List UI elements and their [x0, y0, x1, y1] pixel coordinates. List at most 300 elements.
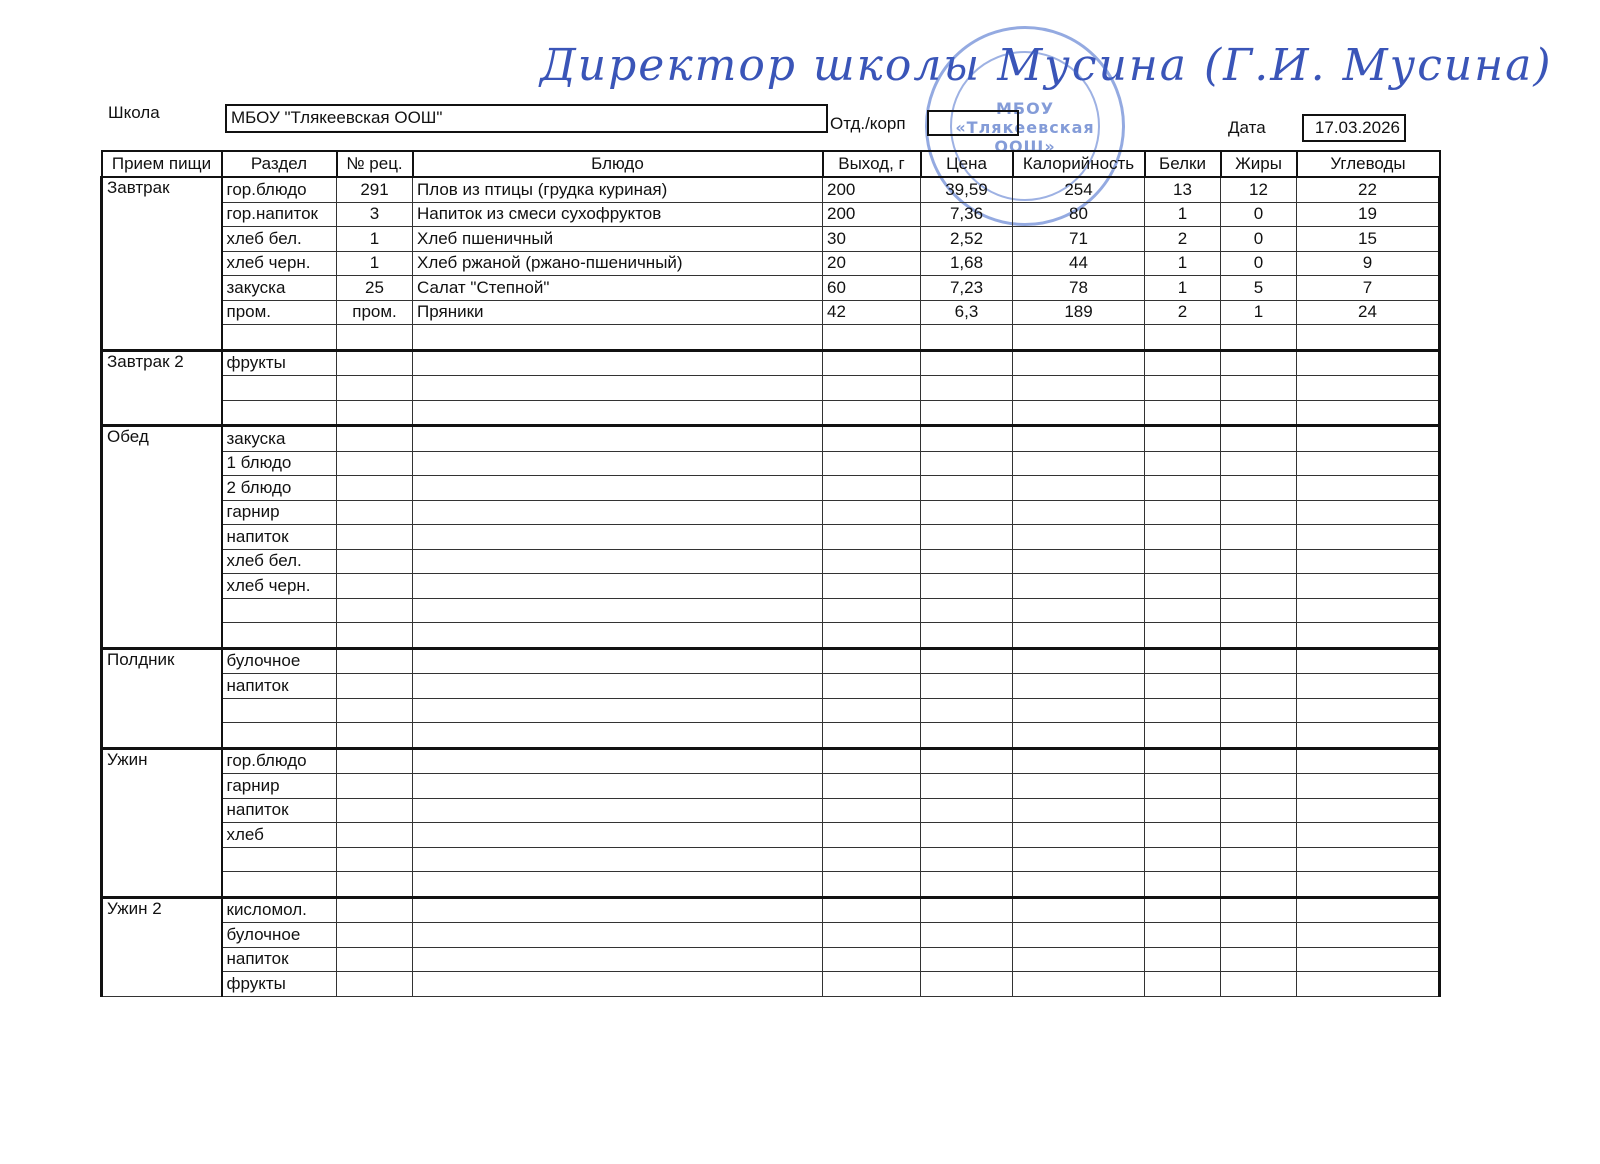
dish-cell[interactable]	[413, 698, 823, 723]
fat-cell[interactable]	[1221, 674, 1297, 699]
recipe-cell[interactable]	[337, 798, 413, 823]
recipe-cell[interactable]	[337, 598, 413, 623]
dish-cell[interactable]	[413, 549, 823, 574]
price-cell[interactable]: 2,52	[921, 227, 1013, 252]
carbs-cell[interactable]	[1297, 574, 1440, 599]
dish-cell[interactable]: Хлеб ржаной (ржано-пшеничный)	[413, 251, 823, 276]
protein-cell[interactable]	[1145, 376, 1221, 401]
kcal-cell[interactable]	[1013, 598, 1145, 623]
fat-cell[interactable]: 1	[1221, 300, 1297, 325]
fat-cell[interactable]	[1221, 823, 1297, 848]
fat-cell[interactable]	[1221, 549, 1297, 574]
protein-cell[interactable]	[1145, 748, 1221, 774]
recipe-cell[interactable]	[337, 774, 413, 799]
date-field[interactable]: 17.03.2026	[1302, 114, 1406, 142]
carbs-cell[interactable]	[1297, 798, 1440, 823]
kcal-cell[interactable]	[1013, 574, 1145, 599]
carbs-cell[interactable]	[1297, 325, 1440, 351]
kcal-cell[interactable]	[1013, 847, 1145, 872]
fat-cell[interactable]	[1221, 376, 1297, 401]
yield-cell[interactable]	[823, 947, 921, 972]
carbs-cell[interactable]	[1297, 923, 1440, 948]
price-cell[interactable]	[921, 325, 1013, 351]
carbs-cell[interactable]	[1297, 451, 1440, 476]
section-cell[interactable]: кисломол.	[222, 897, 337, 923]
yield-cell[interactable]	[823, 549, 921, 574]
yield-cell[interactable]	[823, 847, 921, 872]
price-cell[interactable]: 1,68	[921, 251, 1013, 276]
kcal-cell[interactable]	[1013, 376, 1145, 401]
recipe-cell[interactable]	[337, 923, 413, 948]
yield-cell[interactable]: 30	[823, 227, 921, 252]
kcal-cell[interactable]	[1013, 774, 1145, 799]
dish-cell[interactable]	[413, 426, 823, 452]
section-cell[interactable]: фрукты	[222, 350, 337, 376]
yield-cell[interactable]	[823, 451, 921, 476]
fat-cell[interactable]	[1221, 476, 1297, 501]
dish-cell[interactable]	[413, 748, 823, 774]
section-cell[interactable]: пром.	[222, 300, 337, 325]
kcal-cell[interactable]	[1013, 500, 1145, 525]
kcal-cell[interactable]	[1013, 972, 1145, 997]
recipe-cell[interactable]: 1	[337, 251, 413, 276]
protein-cell[interactable]	[1145, 798, 1221, 823]
section-cell[interactable]: булочное	[222, 648, 337, 674]
kcal-cell[interactable]: 71	[1013, 227, 1145, 252]
dish-cell[interactable]	[413, 723, 823, 749]
dish-cell[interactable]	[413, 648, 823, 674]
fat-cell[interactable]	[1221, 648, 1297, 674]
yield-cell[interactable]	[823, 400, 921, 426]
carbs-cell[interactable]	[1297, 400, 1440, 426]
kcal-cell[interactable]: 80	[1013, 202, 1145, 227]
price-cell[interactable]	[921, 525, 1013, 550]
carbs-cell[interactable]	[1297, 698, 1440, 723]
yield-cell[interactable]	[823, 426, 921, 452]
price-cell[interactable]: 7,23	[921, 276, 1013, 301]
kcal-cell[interactable]	[1013, 451, 1145, 476]
dish-cell[interactable]	[413, 872, 823, 898]
protein-cell[interactable]	[1145, 400, 1221, 426]
recipe-cell[interactable]	[337, 748, 413, 774]
recipe-cell[interactable]	[337, 723, 413, 749]
kcal-cell[interactable]: 78	[1013, 276, 1145, 301]
section-cell[interactable]: напиток	[222, 674, 337, 699]
price-cell[interactable]: 39,59	[921, 177, 1013, 202]
recipe-cell[interactable]	[337, 698, 413, 723]
price-cell[interactable]	[921, 847, 1013, 872]
protein-cell[interactable]	[1145, 325, 1221, 351]
carbs-cell[interactable]	[1297, 674, 1440, 699]
yield-cell[interactable]	[823, 648, 921, 674]
dish-cell[interactable]	[413, 923, 823, 948]
yield-cell[interactable]	[823, 798, 921, 823]
price-cell[interactable]: 6,3	[921, 300, 1013, 325]
kcal-cell[interactable]	[1013, 549, 1145, 574]
price-cell[interactable]: 7,36	[921, 202, 1013, 227]
fat-cell[interactable]	[1221, 500, 1297, 525]
recipe-cell[interactable]	[337, 400, 413, 426]
kcal-cell[interactable]: 254	[1013, 177, 1145, 202]
kcal-cell[interactable]	[1013, 872, 1145, 898]
dish-cell[interactable]	[413, 847, 823, 872]
carbs-cell[interactable]	[1297, 350, 1440, 376]
dish-cell[interactable]	[413, 798, 823, 823]
yield-cell[interactable]	[823, 325, 921, 351]
carbs-cell[interactable]	[1297, 774, 1440, 799]
section-cell[interactable]: закуска	[222, 276, 337, 301]
price-cell[interactable]	[921, 400, 1013, 426]
kcal-cell[interactable]	[1013, 350, 1145, 376]
carbs-cell[interactable]	[1297, 426, 1440, 452]
yield-cell[interactable]	[823, 872, 921, 898]
protein-cell[interactable]	[1145, 674, 1221, 699]
recipe-cell[interactable]	[337, 972, 413, 997]
dish-cell[interactable]	[413, 350, 823, 376]
carbs-cell[interactable]: 15	[1297, 227, 1440, 252]
section-cell[interactable]	[222, 847, 337, 872]
yield-cell[interactable]: 60	[823, 276, 921, 301]
dish-cell[interactable]	[413, 674, 823, 699]
yield-cell[interactable]	[823, 674, 921, 699]
fat-cell[interactable]	[1221, 598, 1297, 623]
fat-cell[interactable]	[1221, 400, 1297, 426]
recipe-cell[interactable]	[337, 897, 413, 923]
carbs-cell[interactable]: 9	[1297, 251, 1440, 276]
protein-cell[interactable]: 1	[1145, 251, 1221, 276]
protein-cell[interactable]	[1145, 823, 1221, 848]
dish-cell[interactable]	[413, 451, 823, 476]
kcal-cell[interactable]	[1013, 723, 1145, 749]
carbs-cell[interactable]	[1297, 623, 1440, 649]
yield-cell[interactable]	[823, 525, 921, 550]
kcal-cell[interactable]	[1013, 897, 1145, 923]
section-cell[interactable]	[222, 723, 337, 749]
fat-cell[interactable]	[1221, 774, 1297, 799]
fat-cell[interactable]: 5	[1221, 276, 1297, 301]
carbs-cell[interactable]	[1297, 376, 1440, 401]
recipe-cell[interactable]	[337, 525, 413, 550]
school-field[interactable]: МБОУ "Тлякеевская ООШ"	[225, 104, 828, 133]
dish-cell[interactable]	[413, 774, 823, 799]
protein-cell[interactable]: 13	[1145, 177, 1221, 202]
carbs-cell[interactable]	[1297, 723, 1440, 749]
kcal-cell[interactable]	[1013, 823, 1145, 848]
fat-cell[interactable]	[1221, 574, 1297, 599]
protein-cell[interactable]: 2	[1145, 300, 1221, 325]
section-cell[interactable]: хлеб бел.	[222, 227, 337, 252]
price-cell[interactable]	[921, 748, 1013, 774]
protein-cell[interactable]	[1145, 972, 1221, 997]
price-cell[interactable]	[921, 774, 1013, 799]
recipe-cell[interactable]	[337, 549, 413, 574]
kcal-cell[interactable]	[1013, 923, 1145, 948]
protein-cell[interactable]	[1145, 723, 1221, 749]
price-cell[interactable]	[921, 451, 1013, 476]
fat-cell[interactable]: 0	[1221, 251, 1297, 276]
section-cell[interactable]: фрукты	[222, 972, 337, 997]
dish-cell[interactable]	[413, 972, 823, 997]
protein-cell[interactable]	[1145, 598, 1221, 623]
section-cell[interactable]: напиток	[222, 525, 337, 550]
price-cell[interactable]	[921, 574, 1013, 599]
yield-cell[interactable]	[823, 923, 921, 948]
section-cell[interactable]: закуска	[222, 426, 337, 452]
fat-cell[interactable]	[1221, 847, 1297, 872]
recipe-cell[interactable]	[337, 376, 413, 401]
section-cell[interactable]	[222, 698, 337, 723]
recipe-cell[interactable]	[337, 325, 413, 351]
recipe-cell[interactable]: пром.	[337, 300, 413, 325]
dish-cell[interactable]	[413, 947, 823, 972]
recipe-cell[interactable]	[337, 823, 413, 848]
protein-cell[interactable]	[1145, 897, 1221, 923]
section-cell[interactable]: напиток	[222, 798, 337, 823]
yield-cell[interactable]	[823, 598, 921, 623]
fat-cell[interactable]	[1221, 872, 1297, 898]
section-cell[interactable]: гор.блюдо	[222, 748, 337, 774]
price-cell[interactable]	[921, 426, 1013, 452]
fat-cell[interactable]	[1221, 723, 1297, 749]
carbs-cell[interactable]	[1297, 598, 1440, 623]
fat-cell[interactable]	[1221, 798, 1297, 823]
yield-cell[interactable]	[823, 897, 921, 923]
dept-field[interactable]	[927, 110, 1019, 136]
price-cell[interactable]	[921, 823, 1013, 848]
protein-cell[interactable]	[1145, 451, 1221, 476]
protein-cell[interactable]	[1145, 350, 1221, 376]
price-cell[interactable]	[921, 623, 1013, 649]
recipe-cell[interactable]: 1	[337, 227, 413, 252]
kcal-cell[interactable]	[1013, 798, 1145, 823]
yield-cell[interactable]	[823, 476, 921, 501]
kcal-cell[interactable]: 189	[1013, 300, 1145, 325]
carbs-cell[interactable]	[1297, 525, 1440, 550]
price-cell[interactable]	[921, 923, 1013, 948]
fat-cell[interactable]: 0	[1221, 227, 1297, 252]
price-cell[interactable]	[921, 674, 1013, 699]
fat-cell[interactable]	[1221, 698, 1297, 723]
dish-cell[interactable]: Плов из птицы (грудка куриная)	[413, 177, 823, 202]
protein-cell[interactable]	[1145, 549, 1221, 574]
kcal-cell[interactable]	[1013, 698, 1145, 723]
yield-cell[interactable]	[823, 748, 921, 774]
section-cell[interactable]	[222, 400, 337, 426]
dish-cell[interactable]	[413, 623, 823, 649]
yield-cell[interactable]	[823, 376, 921, 401]
carbs-cell[interactable]	[1297, 847, 1440, 872]
recipe-cell[interactable]: 25	[337, 276, 413, 301]
section-cell[interactable]: хлеб	[222, 823, 337, 848]
recipe-cell[interactable]	[337, 847, 413, 872]
protein-cell[interactable]	[1145, 426, 1221, 452]
yield-cell[interactable]: 200	[823, 202, 921, 227]
recipe-cell[interactable]	[337, 500, 413, 525]
protein-cell[interactable]	[1145, 476, 1221, 501]
kcal-cell[interactable]: 44	[1013, 251, 1145, 276]
recipe-cell[interactable]	[337, 623, 413, 649]
protein-cell[interactable]	[1145, 774, 1221, 799]
yield-cell[interactable]	[823, 574, 921, 599]
price-cell[interactable]	[921, 648, 1013, 674]
carbs-cell[interactable]	[1297, 897, 1440, 923]
recipe-cell[interactable]	[337, 947, 413, 972]
fat-cell[interactable]	[1221, 525, 1297, 550]
section-cell[interactable]: хлеб черн.	[222, 574, 337, 599]
yield-cell[interactable]	[823, 350, 921, 376]
recipe-cell[interactable]: 291	[337, 177, 413, 202]
section-cell[interactable]: гарнир	[222, 500, 337, 525]
kcal-cell[interactable]	[1013, 325, 1145, 351]
section-cell[interactable]	[222, 623, 337, 649]
recipe-cell[interactable]: 3	[337, 202, 413, 227]
section-cell[interactable]	[222, 325, 337, 351]
recipe-cell[interactable]	[337, 476, 413, 501]
price-cell[interactable]	[921, 872, 1013, 898]
dish-cell[interactable]	[413, 525, 823, 550]
protein-cell[interactable]	[1145, 847, 1221, 872]
fat-cell[interactable]	[1221, 923, 1297, 948]
dish-cell[interactable]: Напиток из смеси сухофруктов	[413, 202, 823, 227]
recipe-cell[interactable]	[337, 451, 413, 476]
fat-cell[interactable]: 0	[1221, 202, 1297, 227]
kcal-cell[interactable]	[1013, 426, 1145, 452]
kcal-cell[interactable]	[1013, 947, 1145, 972]
dish-cell[interactable]	[413, 897, 823, 923]
price-cell[interactable]	[921, 376, 1013, 401]
dish-cell[interactable]: Салат "Степной"	[413, 276, 823, 301]
yield-cell[interactable]	[823, 698, 921, 723]
fat-cell[interactable]	[1221, 623, 1297, 649]
fat-cell[interactable]: 12	[1221, 177, 1297, 202]
protein-cell[interactable]: 1	[1145, 276, 1221, 301]
price-cell[interactable]	[921, 897, 1013, 923]
carbs-cell[interactable]	[1297, 748, 1440, 774]
section-cell[interactable]	[222, 872, 337, 898]
section-cell[interactable]: гор.напиток	[222, 202, 337, 227]
price-cell[interactable]	[921, 500, 1013, 525]
price-cell[interactable]	[921, 798, 1013, 823]
protein-cell[interactable]: 2	[1145, 227, 1221, 252]
section-cell[interactable]: хлеб бел.	[222, 549, 337, 574]
protein-cell[interactable]	[1145, 525, 1221, 550]
carbs-cell[interactable]	[1297, 947, 1440, 972]
fat-cell[interactable]	[1221, 451, 1297, 476]
protein-cell[interactable]	[1145, 872, 1221, 898]
fat-cell[interactable]	[1221, 325, 1297, 351]
dish-cell[interactable]	[413, 598, 823, 623]
recipe-cell[interactable]	[337, 872, 413, 898]
yield-cell[interactable]	[823, 623, 921, 649]
recipe-cell[interactable]	[337, 574, 413, 599]
protein-cell[interactable]	[1145, 623, 1221, 649]
price-cell[interactable]	[921, 947, 1013, 972]
carbs-cell[interactable]: 7	[1297, 276, 1440, 301]
carbs-cell[interactable]	[1297, 549, 1440, 574]
dish-cell[interactable]	[413, 823, 823, 848]
price-cell[interactable]	[921, 350, 1013, 376]
kcal-cell[interactable]	[1013, 648, 1145, 674]
recipe-cell[interactable]	[337, 426, 413, 452]
section-cell[interactable]: гор.блюдо	[222, 177, 337, 202]
dish-cell[interactable]	[413, 400, 823, 426]
fat-cell[interactable]	[1221, 897, 1297, 923]
carbs-cell[interactable]	[1297, 972, 1440, 997]
price-cell[interactable]	[921, 723, 1013, 749]
dish-cell[interactable]	[413, 574, 823, 599]
dish-cell[interactable]	[413, 325, 823, 351]
yield-cell[interactable]: 20	[823, 251, 921, 276]
yield-cell[interactable]: 42	[823, 300, 921, 325]
section-cell[interactable]: гарнир	[222, 774, 337, 799]
section-cell[interactable]: хлеб черн.	[222, 251, 337, 276]
yield-cell[interactable]	[823, 774, 921, 799]
fat-cell[interactable]	[1221, 748, 1297, 774]
protein-cell[interactable]	[1145, 923, 1221, 948]
price-cell[interactable]	[921, 598, 1013, 623]
protein-cell[interactable]	[1145, 574, 1221, 599]
carbs-cell[interactable]	[1297, 648, 1440, 674]
price-cell[interactable]	[921, 476, 1013, 501]
yield-cell[interactable]	[823, 823, 921, 848]
yield-cell[interactable]	[823, 723, 921, 749]
yield-cell[interactable]	[823, 972, 921, 997]
section-cell[interactable]	[222, 376, 337, 401]
dish-cell[interactable]: Пряники	[413, 300, 823, 325]
dish-cell[interactable]: Хлеб пшеничный	[413, 227, 823, 252]
fat-cell[interactable]	[1221, 350, 1297, 376]
yield-cell[interactable]: 200	[823, 177, 921, 202]
price-cell[interactable]	[921, 549, 1013, 574]
recipe-cell[interactable]	[337, 674, 413, 699]
kcal-cell[interactable]	[1013, 623, 1145, 649]
section-cell[interactable]: 1 блюдо	[222, 451, 337, 476]
dish-cell[interactable]	[413, 476, 823, 501]
section-cell[interactable]: булочное	[222, 923, 337, 948]
dish-cell[interactable]	[413, 500, 823, 525]
dish-cell[interactable]	[413, 376, 823, 401]
protein-cell[interactable]	[1145, 947, 1221, 972]
fat-cell[interactable]	[1221, 426, 1297, 452]
price-cell[interactable]	[921, 698, 1013, 723]
recipe-cell[interactable]	[337, 350, 413, 376]
section-cell[interactable]	[222, 598, 337, 623]
protein-cell[interactable]: 1	[1145, 202, 1221, 227]
section-cell[interactable]: 2 блюдо	[222, 476, 337, 501]
carbs-cell[interactable]	[1297, 500, 1440, 525]
kcal-cell[interactable]	[1013, 525, 1145, 550]
yield-cell[interactable]	[823, 500, 921, 525]
protein-cell[interactable]	[1145, 500, 1221, 525]
protein-cell[interactable]	[1145, 648, 1221, 674]
fat-cell[interactable]	[1221, 972, 1297, 997]
carbs-cell[interactable]: 24	[1297, 300, 1440, 325]
fat-cell[interactable]	[1221, 947, 1297, 972]
carbs-cell[interactable]	[1297, 823, 1440, 848]
section-cell[interactable]: напиток	[222, 947, 337, 972]
protein-cell[interactable]	[1145, 698, 1221, 723]
recipe-cell[interactable]	[337, 648, 413, 674]
carbs-cell[interactable]	[1297, 476, 1440, 501]
kcal-cell[interactable]	[1013, 748, 1145, 774]
carbs-cell[interactable]: 22	[1297, 177, 1440, 202]
price-cell[interactable]	[921, 972, 1013, 997]
carbs-cell[interactable]: 19	[1297, 202, 1440, 227]
carbs-cell[interactable]	[1297, 872, 1440, 898]
kcal-cell[interactable]	[1013, 476, 1145, 501]
kcal-cell[interactable]	[1013, 400, 1145, 426]
kcal-cell[interactable]	[1013, 674, 1145, 699]
